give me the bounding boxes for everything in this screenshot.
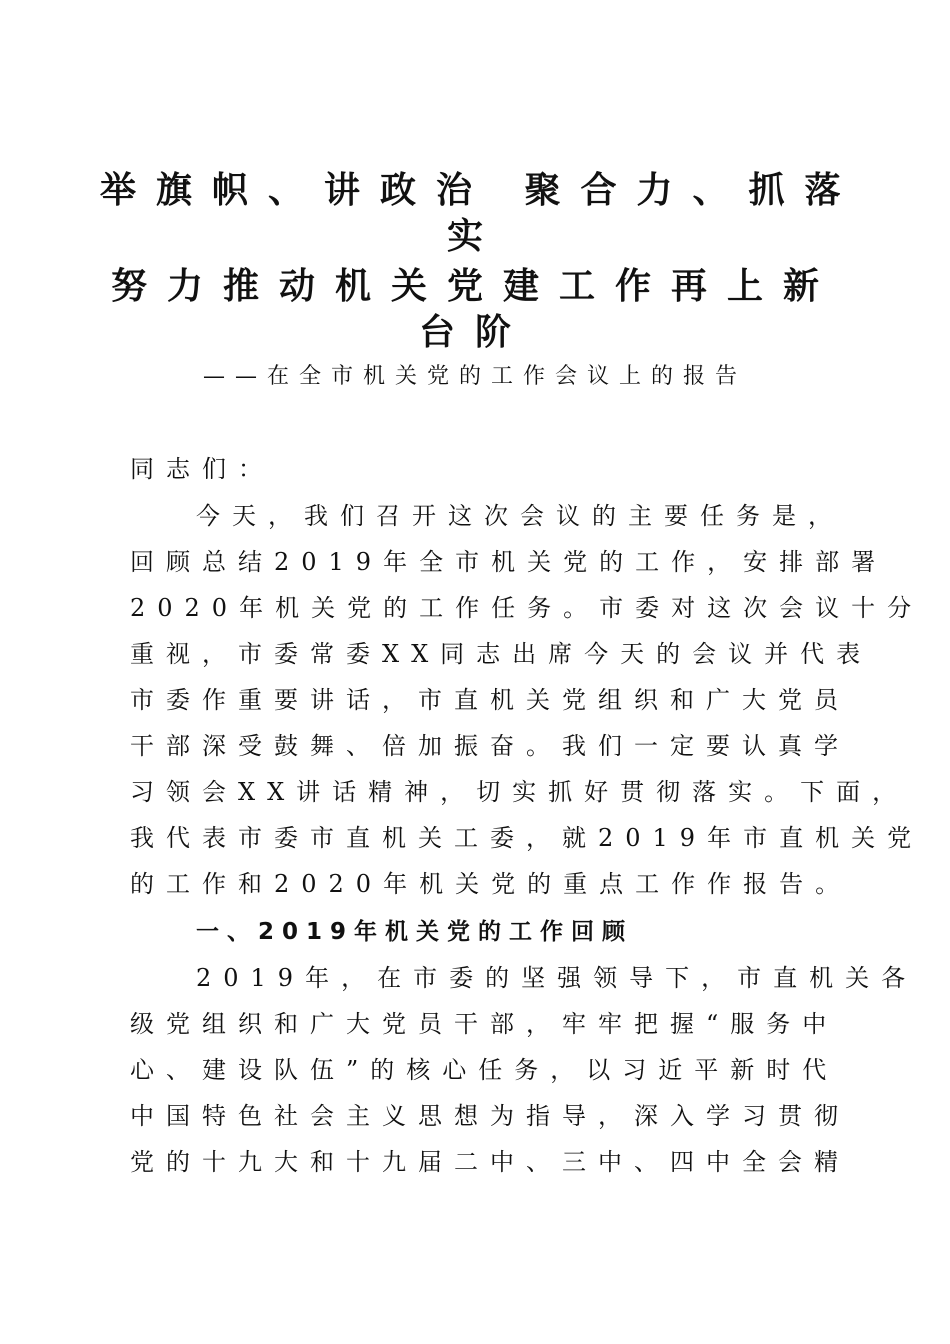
title-line-3: 努力推动机关党建工作再上新 [110, 266, 839, 307]
paragraph-1-line-1: 今天，我们召开这次会议的主要任务是， [196, 502, 844, 530]
paragraph-2-line-1: 2019年，在市委的坚强领导下，市直机关各 [196, 964, 918, 992]
paragraph-2-line-3: 心、建设队伍”的核心任务，以习近平新时代 [130, 1056, 839, 1084]
title-line-2: 实 [446, 216, 503, 257]
paragraph-1-line-6: 干部深受鼓舞、倍加振奋。我们一定要认真学 [130, 732, 850, 760]
paragraph-1-line-5: 市委作重要讲话，市直机关党组织和广大党员 [130, 686, 850, 714]
subtitle: ——在全市机关党的工作会议上的报告 [202, 364, 747, 389]
paragraph-2-line-4: 中国特色社会主义思想为指导，深入学习贯彻 [130, 1102, 850, 1130]
paragraph-1-line-4: 重视，市委常委XX同志出席今天的会议并代表 [130, 640, 873, 668]
paragraph-2-line-2: 级党组织和广大党员干部，牢牢把握“服务中 [130, 1010, 839, 1038]
title-line-4: 台阶 [418, 312, 531, 353]
title-line-1: 举旗帜、讲政治 聚合力、抓落 [100, 170, 861, 211]
section-heading: 一、2019年机关党的工作回顾 [196, 919, 634, 945]
paragraph-1-line-2: 回顾总结2019年全市机关党的工作，安排部署 [130, 548, 888, 576]
paragraph-2-line-5: 党的十九大和十九届二中、三中、四中全会精 [130, 1148, 850, 1176]
paragraph-1-line-8: 我代表市委市直机关工委，就2019年市直机关党 [130, 824, 924, 852]
paragraph-1-line-7: 习领会XX讲话精神，切实抓好贯彻落实。下面， [130, 778, 909, 806]
salutation: 同志们： [130, 455, 274, 483]
paragraph-1-line-9: 的工作和2020年机关党的重点工作作报告。 [130, 870, 852, 898]
paragraph-1-line-3: 2020年机关党的工作任务。市委对这次会议十分 [130, 594, 924, 622]
